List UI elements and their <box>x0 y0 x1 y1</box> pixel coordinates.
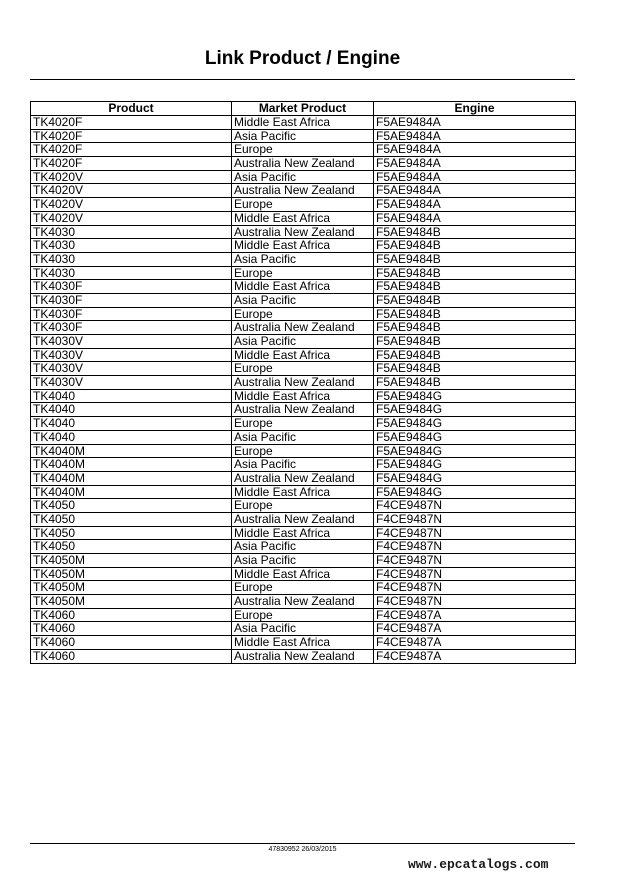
cell-engine: F5AE9484B <box>374 239 576 253</box>
cell-market-product: Asia Pacific <box>232 129 374 143</box>
cell-engine: F5AE9484G <box>374 417 576 431</box>
cell-engine: F5AE9484A <box>374 157 576 171</box>
cell-market-product: Asia Pacific <box>232 170 374 184</box>
cell-product: TK4050M <box>31 554 232 568</box>
table-row <box>31 430 576 444</box>
cell-market-product: Middle East Africa <box>232 348 374 362</box>
cell-market-product: Middle East Africa <box>232 280 374 294</box>
cell-product: TK4040 <box>31 417 232 431</box>
table-row <box>31 512 576 526</box>
cell-product: TK4020V <box>31 198 232 212</box>
cell-engine: F5AE9484B <box>374 293 576 307</box>
cell-market-product: Australia New Zealand <box>232 321 374 335</box>
cell-engine: F5AE9484G <box>374 403 576 417</box>
cell-product: TK4020V <box>31 184 232 198</box>
cell-product: TK4020V <box>31 211 232 225</box>
cell-market-product: Europe <box>232 143 374 157</box>
cell-engine: F5AE9484A <box>374 211 576 225</box>
cell-engine: F4CE9487N <box>374 595 576 609</box>
cell-product: TK4030F <box>31 293 232 307</box>
table-row <box>31 157 576 171</box>
table-row <box>31 417 576 431</box>
table-row <box>31 526 576 540</box>
table-row <box>31 444 576 458</box>
cell-market-product: Australia New Zealand <box>232 403 374 417</box>
cell-engine: F4CE9487N <box>374 554 576 568</box>
table-row <box>31 348 576 362</box>
table-row <box>31 170 576 184</box>
table-row <box>31 554 576 568</box>
cell-product: TK4030 <box>31 266 232 280</box>
footer-divider <box>30 843 575 844</box>
cell-market-product: Europe <box>232 266 374 280</box>
cell-engine: F5AE9484A <box>374 184 576 198</box>
cell-market-product: Europe <box>232 198 374 212</box>
table-row <box>31 485 576 499</box>
cell-market-product: Middle East Africa <box>232 636 374 650</box>
header-product: Product <box>31 102 232 116</box>
cell-market-product: Middle East Africa <box>232 485 374 499</box>
table-row <box>31 540 576 554</box>
cell-engine: F4CE9487N <box>374 512 576 526</box>
table-row <box>31 458 576 472</box>
cell-market-product: Europe <box>232 444 374 458</box>
cell-market-product: Asia Pacific <box>232 622 374 636</box>
link-product-engine-table <box>30 101 576 664</box>
cell-market-product: Australia New Zealand <box>232 471 374 485</box>
table-row <box>31 143 576 157</box>
cell-product: TK4060 <box>31 622 232 636</box>
cell-product: TK4030F <box>31 307 232 321</box>
table-row <box>31 499 576 513</box>
table-row <box>31 389 576 403</box>
table-row <box>31 471 576 485</box>
cell-market-product: Asia Pacific <box>232 252 374 266</box>
table-row <box>31 307 576 321</box>
cell-engine: F4CE9487N <box>374 567 576 581</box>
cell-engine: F5AE9484A <box>374 143 576 157</box>
cell-engine: F5AE9484B <box>374 321 576 335</box>
cell-product: TK4050M <box>31 567 232 581</box>
cell-engine: F5AE9484B <box>374 335 576 349</box>
table-row <box>31 581 576 595</box>
cell-market-product: Europe <box>232 608 374 622</box>
cell-market-product: Australia New Zealand <box>232 595 374 609</box>
cell-market-product: Asia Pacific <box>232 540 374 554</box>
header-engine: Engine <box>374 102 576 116</box>
cell-market-product: Asia Pacific <box>232 554 374 568</box>
cell-product: TK4030V <box>31 362 232 376</box>
title-divider <box>30 79 575 80</box>
cell-engine: F5AE9484B <box>374 280 576 294</box>
table-header-row <box>31 102 576 116</box>
cell-product: TK4050 <box>31 526 232 540</box>
cell-product: TK4050 <box>31 499 232 513</box>
cell-product: TK4020F <box>31 116 232 130</box>
table-row <box>31 184 576 198</box>
table-row <box>31 595 576 609</box>
table-row <box>31 198 576 212</box>
cell-product: TK4030 <box>31 225 232 239</box>
cell-engine: F5AE9484G <box>374 458 576 472</box>
cell-product: TK4050M <box>31 581 232 595</box>
cell-product: TK4040M <box>31 485 232 499</box>
table-row <box>31 211 576 225</box>
page-title: Link Product / Engine <box>204 48 401 69</box>
table-row <box>31 608 576 622</box>
cell-engine: F5AE9484A <box>374 170 576 184</box>
cell-engine: F5AE9484B <box>374 362 576 376</box>
cell-product: TK4030V <box>31 335 232 349</box>
cell-engine: F5AE9484B <box>374 266 576 280</box>
cell-market-product: Asia Pacific <box>232 458 374 472</box>
table-row <box>31 636 576 650</box>
table-row <box>31 362 576 376</box>
cell-engine: F4CE9487N <box>374 540 576 554</box>
table-row <box>31 116 576 130</box>
table-row <box>31 321 576 335</box>
cell-engine: F5AE9484B <box>374 376 576 390</box>
header-market-product: Market Product <box>232 102 374 116</box>
table-body <box>31 116 576 664</box>
cell-market-product: Australia New Zealand <box>232 225 374 239</box>
table-row <box>31 280 576 294</box>
cell-engine: F5AE9484A <box>374 198 576 212</box>
cell-market-product: Europe <box>232 581 374 595</box>
cell-engine: F5AE9484A <box>374 116 576 130</box>
cell-market-product: Australia New Zealand <box>232 376 374 390</box>
cell-engine: F5AE9484B <box>374 307 576 321</box>
cell-product: TK4020F <box>31 143 232 157</box>
cell-market-product: Asia Pacific <box>232 430 374 444</box>
cell-product: TK4030 <box>31 252 232 266</box>
cell-engine: F4CE9487A <box>374 608 576 622</box>
cell-engine: F4CE9487N <box>374 581 576 595</box>
cell-product: TK4030 <box>31 239 232 253</box>
cell-product: TK4030F <box>31 280 232 294</box>
cell-market-product: Middle East Africa <box>232 526 374 540</box>
table-row <box>31 239 576 253</box>
cell-engine: F4CE9487N <box>374 526 576 540</box>
cell-product: TK4020V <box>31 170 232 184</box>
cell-engine: F5AE9484B <box>374 225 576 239</box>
cell-product: TK4050M <box>31 595 232 609</box>
cell-engine: F5AE9484G <box>374 389 576 403</box>
cell-market-product: Asia Pacific <box>232 293 374 307</box>
cell-product: TK4020F <box>31 129 232 143</box>
cell-market-product: Middle East Africa <box>232 567 374 581</box>
cell-engine: F5AE9484A <box>374 129 576 143</box>
table-row <box>31 376 576 390</box>
cell-engine: F4CE9487A <box>374 622 576 636</box>
cell-market-product: Asia Pacific <box>232 335 374 349</box>
cell-product: TK4040M <box>31 444 232 458</box>
footer-watermark: www.epcatalogs.com <box>408 857 549 872</box>
cell-product: TK4020F <box>31 157 232 171</box>
cell-market-product: Europe <box>232 499 374 513</box>
cell-engine: F4CE9487A <box>374 649 576 663</box>
cell-product: TK4040 <box>31 389 232 403</box>
cell-market-product: Middle East Africa <box>232 116 374 130</box>
cell-market-product: Europe <box>232 417 374 431</box>
cell-market-product: Europe <box>232 307 374 321</box>
cell-product: TK4040M <box>31 458 232 472</box>
table-row <box>31 266 576 280</box>
table-row <box>31 129 576 143</box>
cell-engine: F5AE9484G <box>374 444 576 458</box>
cell-engine: F5AE9484B <box>374 252 576 266</box>
cell-engine: F5AE9484G <box>374 430 576 444</box>
table-row <box>31 252 576 266</box>
cell-market-product: Australia New Zealand <box>232 649 374 663</box>
cell-engine: F5AE9484B <box>374 348 576 362</box>
cell-engine: F5AE9484G <box>374 471 576 485</box>
cell-product: TK4060 <box>31 649 232 663</box>
cell-engine: F4CE9487N <box>374 499 576 513</box>
table-row <box>31 649 576 663</box>
cell-market-product: Middle East Africa <box>232 211 374 225</box>
cell-product: TK4030V <box>31 376 232 390</box>
cell-product: TK4030F <box>31 321 232 335</box>
table-row <box>31 622 576 636</box>
cell-market-product: Australia New Zealand <box>232 512 374 526</box>
cell-market-product: Europe <box>232 362 374 376</box>
cell-market-product: Australia New Zealand <box>232 157 374 171</box>
cell-market-product: Australia New Zealand <box>232 184 374 198</box>
table-row <box>31 567 576 581</box>
table-row <box>31 403 576 417</box>
cell-product: TK4040M <box>31 471 232 485</box>
cell-product: TK4040 <box>31 403 232 417</box>
cell-engine: F5AE9484G <box>374 485 576 499</box>
footer-document-reference: 47830952 26/03/2015 <box>268 846 337 853</box>
cell-product: TK4050 <box>31 540 232 554</box>
table-row <box>31 293 576 307</box>
cell-market-product: Middle East Africa <box>232 389 374 403</box>
cell-product: TK4060 <box>31 608 232 622</box>
cell-product: TK4050 <box>31 512 232 526</box>
cell-product: TK4060 <box>31 636 232 650</box>
cell-product: TK4030V <box>31 348 232 362</box>
cell-engine: F4CE9487A <box>374 636 576 650</box>
table-row <box>31 335 576 349</box>
cell-product: TK4040 <box>31 430 232 444</box>
cell-market-product: Middle East Africa <box>232 239 374 253</box>
table-row <box>31 225 576 239</box>
